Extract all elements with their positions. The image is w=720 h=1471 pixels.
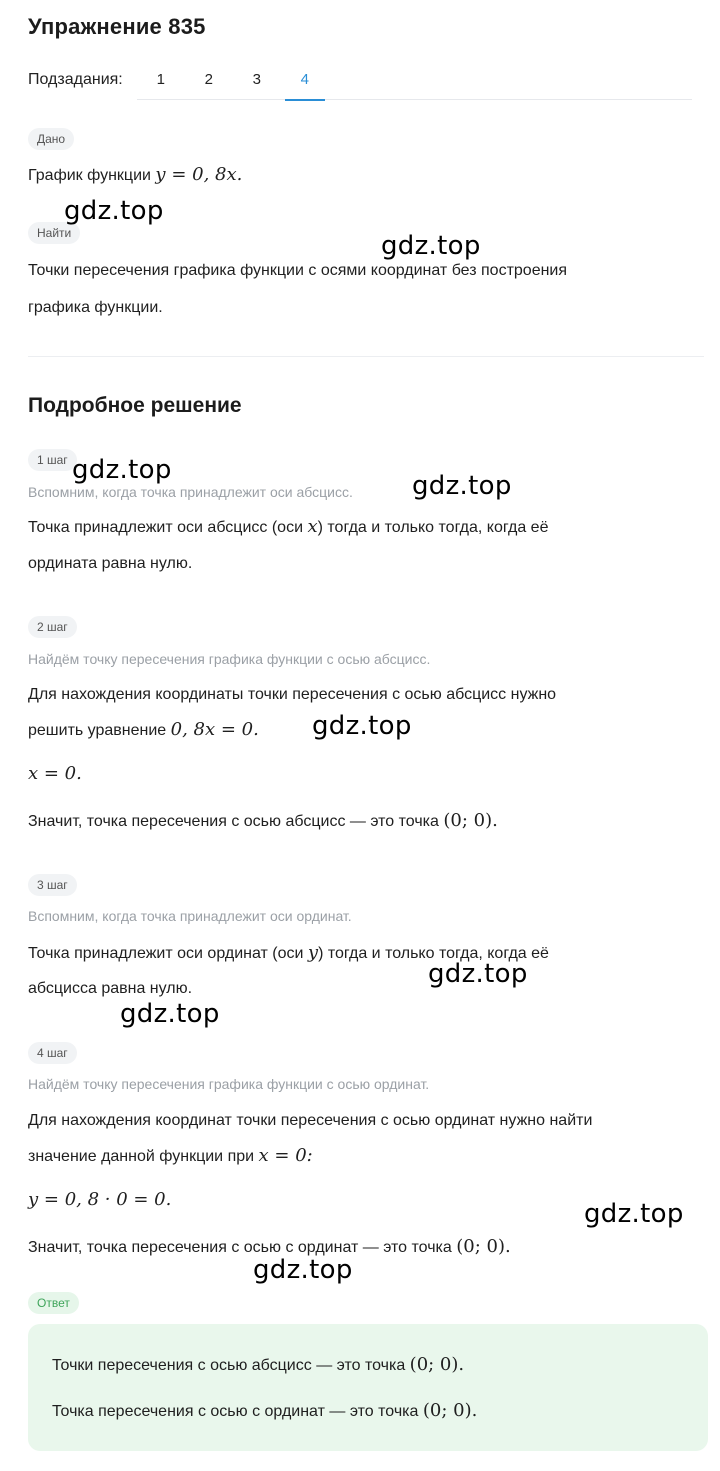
watermark: gdz.top [312, 711, 412, 741]
step-3-line-2: абсцисса равна нулю. [28, 980, 193, 997]
subtasks-label: Подзадания: [28, 71, 123, 88]
step-3-line-1-a: Точка принадлежит оси ординат (оси [28, 945, 308, 962]
watermark: gdz.top [584, 1199, 684, 1229]
step-4-conclusion-text: Значит, точка пересечения с осью с ординат — это точка [28, 1239, 457, 1256]
step-2-point: (0; 0). [443, 810, 498, 831]
step-2-conclusion [28, 811, 498, 832]
step-2-line-1: Для нахождения координаты точки пересечения с осью абсцисс нужно [28, 686, 557, 703]
step-2-equation [28, 764, 82, 785]
step-2-result: x = 0. [28, 763, 82, 784]
step-1-line-1-a: Точка принадлежит оси абсцисс (оси [28, 519, 308, 536]
watermark: gdz.top [64, 196, 164, 226]
step-2-line-2 [28, 720, 259, 741]
watermark: gdz.top [253, 1255, 353, 1285]
step-2-hint: Найдём точку пересечения графика функции с осью абсцисс. [28, 651, 431, 667]
step-3-hint: Вспомним, когда точка принадлежит оси ординат. [28, 908, 352, 924]
step-2-equation-inline: 0, 8x = 0. [170, 719, 259, 740]
tab-subtask-2[interactable]: 2 [204, 71, 213, 88]
tab-subtask-4[interactable]: 4 [281, 64, 329, 100]
given-text [28, 165, 242, 186]
step-2-conclusion-text: Значит, точка пересечения с осью абсцисс — это точка [28, 813, 444, 830]
answer-line-1-text: Точки пересечения с осью абсцисс — это точка [52, 1357, 410, 1374]
step-1-chip: 1 шаг [28, 449, 77, 471]
given-formula: y = 0, 8x. [155, 164, 243, 185]
find-line-1: Точки пересечения графика функции с осями координат без построения [28, 262, 568, 279]
solution-heading: Подробное решение [28, 394, 242, 417]
step-1-line-2: ордината равна нулю. [28, 555, 193, 572]
watermark: gdz.top [428, 959, 528, 989]
step-1-line-1-b: ) тогда и только тогда, когда её [317, 519, 549, 536]
subtask-tabs [137, 64, 692, 100]
step-1-hint: Вспомним, когда точка принадлежит оси абсцисс. [28, 484, 353, 500]
step-4-line-2-prefix: значение данной функции при [28, 1148, 259, 1165]
find-chip: Найти [28, 222, 80, 244]
tab-subtask-1[interactable]: 1 [156, 71, 165, 88]
step-3-var: y [307, 942, 319, 963]
answer-chip: Ответ [28, 1292, 79, 1314]
given-chip: Дано [28, 128, 74, 150]
answer-line-2 [52, 1400, 477, 1421]
watermark: gdz.top [412, 471, 512, 501]
step-4-point: (0; 0). [456, 1236, 511, 1257]
step-4-condition: x = 0: [258, 1145, 313, 1166]
step-4-hint: Найдём точку пересечения графика функции с осью ординат. [28, 1076, 430, 1092]
given-text-label: График функции [28, 167, 156, 184]
step-1-var: x [307, 516, 318, 537]
find-line-2: графика функции. [28, 299, 163, 316]
step-3-chip: 3 шаг [28, 874, 77, 896]
subtasks-bar [28, 64, 692, 100]
step-1-line-1 [28, 517, 548, 538]
tab-subtask-3[interactable]: 3 [252, 71, 261, 88]
step-4-result: y = 0, 8 · 0 = 0. [28, 1189, 172, 1210]
step-4-line-2 [28, 1146, 313, 1167]
step-3-line-1-b: ) тогда и только тогда, когда её [318, 945, 549, 962]
answer-line-1 [52, 1354, 464, 1375]
watermark: gdz.top [72, 455, 172, 485]
answer-point-1: (0; 0). [409, 1354, 465, 1375]
answer-point-2: (0; 0). [422, 1400, 478, 1421]
section-divider [28, 356, 704, 357]
page-title: Упражнение 835 [28, 14, 206, 39]
step-4-chip: 4 шаг [28, 1042, 77, 1064]
step-2-chip: 2 шаг [28, 616, 77, 638]
watermark: gdz.top [120, 999, 220, 1029]
step-4-line-1: Для нахождения координат точки пересечения с осью ординат нужно найти [28, 1112, 593, 1129]
step-2-line-2-prefix: решить уравнение [28, 722, 171, 739]
watermark: gdz.top [381, 231, 481, 261]
answer-box [28, 1324, 708, 1451]
step-4-equation [28, 1190, 171, 1211]
answer-line-2-text: Точка пересечения с осью с ординат — это точка [52, 1403, 423, 1420]
